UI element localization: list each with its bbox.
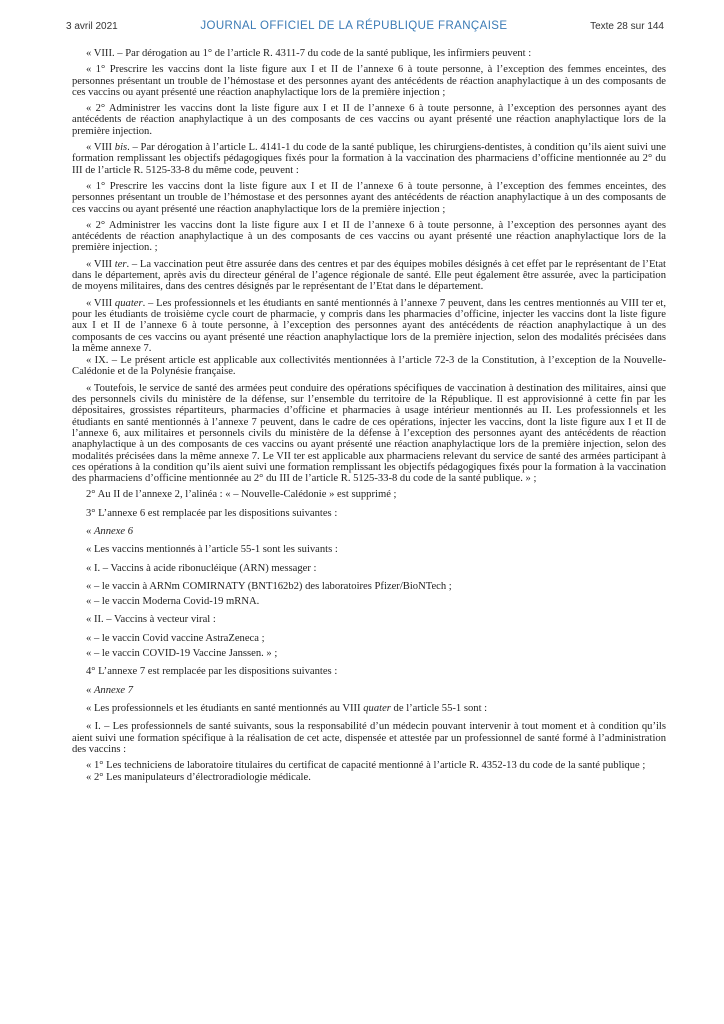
paragraph-italic: Annexe 6 [93, 525, 134, 537]
paragraph-text: « 2° Administrer les vaccins dont la liste figure aux I et II de l’annexe 6 à toute personne, à l’exception des personnes ayant des antécédents de réaction anaphylactique à un des composants de ces vaccins ou ayant présenté une réaction anaphylactique lors de la première injection. [72, 103, 666, 137]
paragraph-text: . – Les professionnels et les étudiants en santé mentionnés à l’annexe 7 peuvent, dans les centres mentionnés au VIII ter et, pour les étudiants de troisième cycle court de pharmacie, y compris dans les pharmacies d’officine, injecter les vaccins dont la liste figure aux I et II de l’annexe 6 à toute personne, à l’exception des personnes ayant des antécédents de réaction anaphylactique à un des composants de ces vaccins ou ayant présenté une réaction anaphylactique lors de la première injection, selon des modalités précisées dans la même annexe 7. [72, 297, 666, 354]
paragraph [72, 220, 666, 254]
paragraph [72, 703, 666, 714]
paragraph-text: « IX. – Le présent article est applicable aux collectivités mentionnées à l’article 72-3 de la Constitution, à l’exception de la Nouvelle-Calédonie et de la Polynésie française. [72, 355, 666, 378]
paragraph [72, 298, 666, 354]
paragraph-text: « Les professionnels et les étudiants en santé mentionnés au VIII [86, 702, 364, 714]
paragraph [72, 760, 666, 771]
paragraph-text: « VIII [86, 258, 115, 270]
paragraph [72, 772, 666, 783]
paragraph-text: « II. – Vaccins à vecteur viral : [86, 614, 216, 626]
paragraph [72, 48, 666, 59]
paragraph-text: « – le vaccin à ARNm COMIRNATY (BNT162b2) des laboratoires Pfizer/BioNTech ; [86, 580, 452, 592]
paragraph-text: 2° Au II de l’annexe 2, l’alinéa : « – Nouvelle-Calédonie » est supprimé ; [86, 489, 397, 501]
paragraph-text: « Les vaccins mentionnés à l’article 55-1 sont les suivants : [86, 544, 338, 556]
paragraph [72, 596, 666, 607]
paragraph-text: « VIII [86, 142, 115, 154]
text-number: Texte 28 sur 144 [590, 20, 664, 32]
paragraph-text: « 2° Administrer les vaccins dont la liste figure aux I et II de l’annexe 6 à toute personne, à l’exception des personnes ayant des antécédents de réaction anaphylactique à un des composants de ces vaccins ou ayant présenté une réaction anaphylactique lors de la première injection. ; [72, 219, 666, 254]
paragraph-text: « 2° Les manipulateurs d’électroradiologie médicale. [86, 772, 311, 784]
paragraph-text: « 1° Prescrire les vaccins dont la liste figure aux I et II de l’annexe 6 à toute personne, à l’exception des femmes enceintes, des personnes présentant un trouble de l’hémostase et des personnes ayant des antécédents de réaction anaphylactique à un des composants de ces vaccins ou ayant présenté une réaction anaphylactique lors de la première injection ; [72, 180, 666, 215]
paragraph-text: 4° L’annexe 7 est remplacée par les dispositions suivantes : [86, 666, 338, 678]
paragraph-italic: quater [363, 702, 391, 714]
paragraph [72, 581, 666, 592]
paragraph [72, 563, 666, 574]
paragraph-italic: quater [114, 297, 143, 309]
paragraph [72, 355, 666, 378]
paragraph-text: 3° L’annexe 6 est remplacée par les dispositions suivantes : [86, 507, 338, 519]
journal-title: JOURNAL OFFICIEL DE LA RÉPUBLIQUE FRANÇAISE [200, 20, 508, 32]
paragraph-text: « 1° Prescrire les vaccins dont la liste figure aux I et II de l’annexe 6 à toute personne, à l’exception des femmes enceintes, des personnes présentant un trouble de l’hémostase et des personnes ayant des antécédents de réaction anaphylactique à un des composants de ces vaccins ou ayant présenté une réaction anaphylactique lors de la première injection ; [72, 64, 666, 98]
paragraph-text: « Toutefois, le service de santé des armées peut conduire des opérations spécifiques de vaccination à destination des militaires, ainsi que des personnels civils du ministère de la défense, sur l’ensemble du territoire de la République. Il est approvisionné à cette fin par les dépositaires, grossistes répartiteurs, pharmacies d’officine et pharmacies à usage intérieur mentionnés au II. Les professionnels et les étudiants en santé mentionnés à l’annexe 7 peuvent, dans le cadre de ces opérations, injecter les vaccins, dont la liste figure aux I et II de l’annexe 6, aux militaires et personnels civils du ministère de la défense à l’exception des personnes ayant des antécédents de réaction anaphylactique à un des composants de ces vaccins ou ayant présenté une réaction anaphylactique lors de la première injection, selon des modalités précisées dans la même annexe 7. Le VII ter est applicable aux pharmaciens relevant du service de santé des armées participant à ces opérations à la condition qu’ils aient suivi une formation remplissant les objectifs pédagogiques fixés pour la formation à la vaccination des pharmaciens d’officine mentionnée au 2° du III de l’article R. 5125-33-8 du code de la santé publique. » ; [72, 382, 666, 485]
paragraph-text: « I. – Les professionnels de santé suivants, sous la responsabilité d’un médecin pouvant intervenir à tout moment et à condition qu’ils aient suivi une formation spécifique à la réalisation de cet acte, dispensée et attestée par un professionnel de santé formé à l’administration des vaccins : [72, 721, 666, 755]
page-header [66, 18, 664, 34]
paragraph-italic: bis [114, 142, 128, 154]
paragraph [72, 142, 666, 176]
paragraph-text: . – La vaccination peut être assurée dans des centres et par des équipes mobiles désignés à cet effet par le représentant de l’Etat dans le département, après avis du directeur général de l’agence régionale de santé. Elle peut également être assurée, avec la participation de moyens militaires, dans des centres désignés par le représentant de l’Etat dans le département. [72, 258, 667, 293]
paragraph-text: « VIII. – Par dérogation au 1° de l’article R. 4311-7 du code de la santé publique, les infirmiers peuvent : [86, 48, 532, 59]
paragraph [72, 648, 666, 659]
paragraph [72, 181, 666, 215]
paragraph [72, 489, 666, 500]
paragraph-text: « – le vaccin Covid vaccine AstraZeneca ; [86, 632, 265, 644]
paragraph-text: « [86, 684, 94, 696]
paragraph [72, 526, 666, 537]
paragraph [72, 633, 666, 644]
paragraph-text: « 1° Les techniciens de laboratoire titulaires du certificat de capacité mentionné à l’article R. 4352-13 du code de la santé publique ; [86, 760, 646, 772]
paragraph [72, 685, 666, 696]
document-body [72, 48, 666, 789]
paragraph-text: . – Par dérogation à l’article L. 4141-1 du code de la santé publique, les chirurgiens-dentistes, à condition qu’ils aient suivi une formation remplissant les objectifs pédagogiques fixés pour la formation à la vaccination des pharmaciens d’officine mentionnée au 2° du III de l’article R. 5125-33-8 du même code, peuvent : [72, 142, 667, 176]
publication-date: 3 avril 2021 [66, 20, 118, 32]
paragraph [72, 721, 666, 755]
paragraph-text: « [86, 525, 94, 537]
paragraph-text: de l’article 55-1 sont : [390, 702, 488, 714]
paragraph [72, 508, 666, 519]
paragraph [72, 383, 666, 485]
paragraph [72, 614, 666, 625]
paragraph [72, 103, 666, 137]
paragraph-text: « – le vaccin Moderna Covid-19 mRNA. [86, 596, 260, 608]
paragraph-text: « I. – Vaccins à acide ribonucléique (ARN) messager : [86, 562, 317, 574]
paragraph [72, 666, 666, 677]
paragraph [72, 64, 666, 98]
paragraph [72, 259, 666, 293]
paragraph-italic: ter [114, 258, 127, 270]
paragraph [72, 544, 666, 555]
paragraph-text: « VIII [86, 297, 115, 309]
paragraph-text: « – le vaccin COVID-19 Vaccine Janssen. » ; [86, 648, 278, 660]
paragraph-italic: Annexe 7 [93, 684, 134, 696]
